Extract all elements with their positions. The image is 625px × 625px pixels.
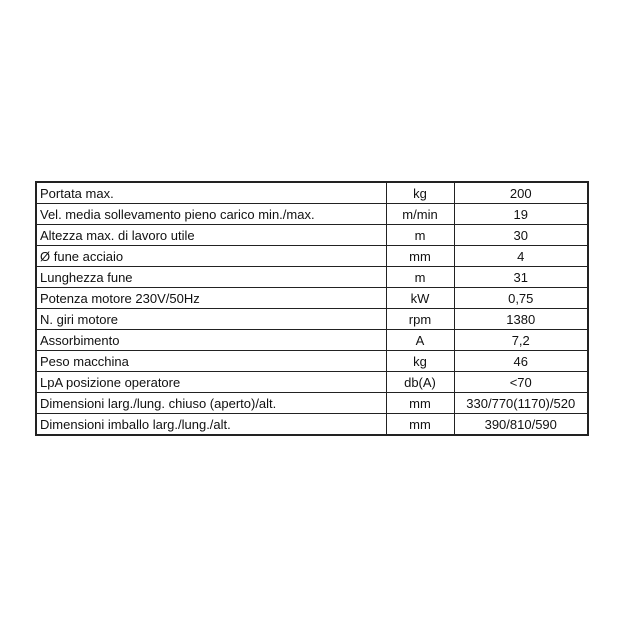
spec-label: Altezza max. di lavoro utile bbox=[36, 225, 386, 246]
spec-unit: m/min bbox=[386, 204, 454, 225]
table-row bbox=[36, 225, 588, 246]
spec-unit: kg bbox=[386, 182, 454, 204]
spec-label: N. giri motore bbox=[36, 309, 386, 330]
spec-unit: A bbox=[386, 330, 454, 351]
spec-unit: m bbox=[386, 267, 454, 288]
spec-unit: rpm bbox=[386, 309, 454, 330]
spec-value: <70 bbox=[454, 372, 588, 393]
spec-unit: db(A) bbox=[386, 372, 454, 393]
table-row bbox=[36, 351, 588, 372]
spec-label: Vel. media sollevamento pieno carico min./max. bbox=[36, 204, 386, 225]
spec-label: Lunghezza fune bbox=[36, 267, 386, 288]
table-row bbox=[36, 393, 588, 414]
spec-table bbox=[35, 181, 589, 436]
table-row bbox=[36, 267, 588, 288]
spec-value: 46 bbox=[454, 351, 588, 372]
spec-value: 390/810/590 bbox=[454, 414, 588, 436]
spec-value: 330/770(1170)/520 bbox=[454, 393, 588, 414]
spec-unit: m bbox=[386, 225, 454, 246]
spec-label: Dimensioni larg./lung. chiuso (aperto)/alt. bbox=[36, 393, 386, 414]
table-row bbox=[36, 414, 588, 436]
spec-unit: kg bbox=[386, 351, 454, 372]
table-row bbox=[36, 330, 588, 351]
spec-label: Portata max. bbox=[36, 182, 386, 204]
spec-label: Assorbimento bbox=[36, 330, 386, 351]
spec-value: 30 bbox=[454, 225, 588, 246]
spec-label: Potenza motore 230V/50Hz bbox=[36, 288, 386, 309]
spec-unit: mm bbox=[386, 393, 454, 414]
table-row bbox=[36, 309, 588, 330]
spec-label: Ø fune acciaio bbox=[36, 246, 386, 267]
table-row bbox=[36, 246, 588, 267]
spec-unit: mm bbox=[386, 414, 454, 436]
spec-unit: mm bbox=[386, 246, 454, 267]
spec-value: 200 bbox=[454, 182, 588, 204]
spec-label: Peso macchina bbox=[36, 351, 386, 372]
spec-unit: kW bbox=[386, 288, 454, 309]
spec-value: 19 bbox=[454, 204, 588, 225]
spec-label: Dimensioni imballo larg./lung./alt. bbox=[36, 414, 386, 436]
table-row bbox=[36, 182, 588, 204]
spec-value: 31 bbox=[454, 267, 588, 288]
spec-label: LpA posizione operatore bbox=[36, 372, 386, 393]
spec-value: 7,2 bbox=[454, 330, 588, 351]
table-row bbox=[36, 288, 588, 309]
table-row bbox=[36, 204, 588, 225]
spec-value: 4 bbox=[454, 246, 588, 267]
spec-value: 0,75 bbox=[454, 288, 588, 309]
spec-value: 1380 bbox=[454, 309, 588, 330]
table-row bbox=[36, 372, 588, 393]
